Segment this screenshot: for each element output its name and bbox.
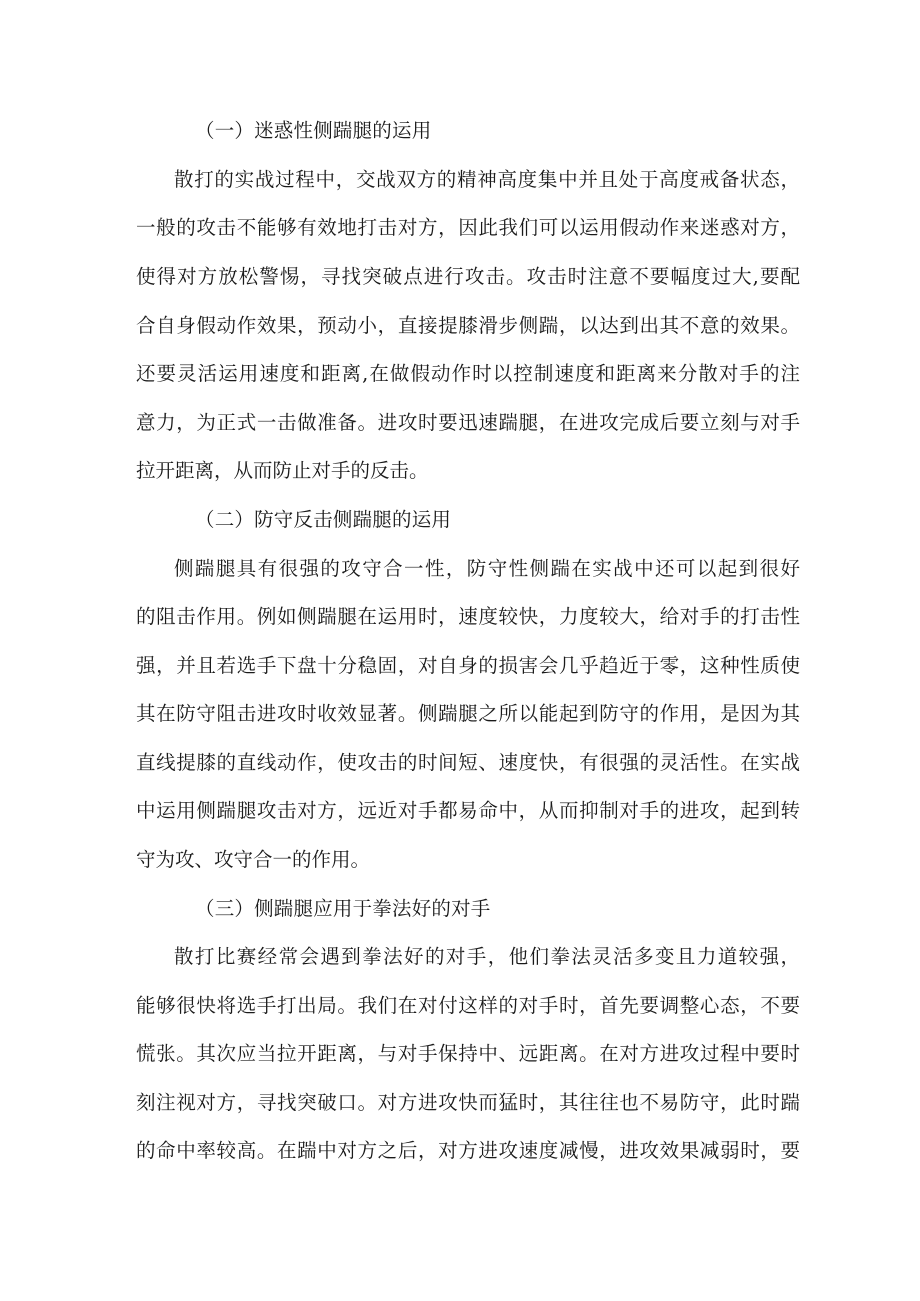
section-1-heading: （一）迷惑性侧踹腿的运用 xyxy=(195,119,432,142)
section-1-line-3: 使得对方放松警惕，寻找突破点进行攻击。攻击时注意不要幅度过大,要配 xyxy=(136,265,800,288)
section-1-line-7: 拉开距离，从而防止对手的反击。 xyxy=(136,459,429,482)
section-2-line-4: 其在防守阻击进攻时收效显著。侧踹腿之所以能起到防守的作用，是因为其 xyxy=(136,702,800,725)
section-3-line-4: 刻注视对方，寻找突破口。对方进攻快而猛时，其往往也不易防守，此时踹 xyxy=(136,1091,800,1114)
section-3-line-3: 慌张。其次应当拉开距离，与对手保持中、远距离。在对方进攻过程中要时 xyxy=(136,1042,800,1065)
section-2-line-3: 强，并且若选手下盘十分稳固，对自身的损害会几乎趋近于零，这种性质使 xyxy=(136,654,800,677)
section-2-heading: （二）防守反击侧踹腿的运用 xyxy=(195,508,452,531)
section-2-line-7: 守为攻、攻守合一的作用。 xyxy=(136,848,371,871)
section-3-line-2: 能够很快将选手打出局。我们在对付这样的对手时，首先要调整心态，不要 xyxy=(136,994,800,1017)
section-3-heading: （三）侧踹腿应用于拳法好的对手 xyxy=(195,897,491,920)
section-1-line-1: 散打的实战过程中，交战双方的精神高度集中并且处于高度戒备状态， xyxy=(174,168,800,191)
section-3-line-5: 的命中率较高。在踹中对方之后，对方进攻速度减慢，进攻效果减弱时，要 xyxy=(136,1139,800,1162)
section-2-line-6: 中运用侧踹腿攻击对方，远近对手都易命中，从而抑制对手的进攻，起到转 xyxy=(136,799,800,822)
section-1-line-5: 还要灵活运用速度和距离,在做假动作时以控制速度和距离来分散对手的注 xyxy=(136,362,800,385)
section-2-line-2: 的阻击作用。例如侧踹腿在运用时，速度较快，力度较大，给对手的打击性 xyxy=(136,605,800,628)
section-1-line-6: 意力，为正式一击做准备。进攻时要迅速踹腿，在进攻完成后要立刻与对手 xyxy=(136,411,800,434)
section-2-line-1: 侧踹腿具有很强的攻守合一性，防守性侧踹在实战中还可以起到很好 xyxy=(174,557,800,580)
section-2-line-5: 直线提膝的直线动作，使攻击的时间短、速度快，有很强的灵活性。在实战 xyxy=(136,751,800,774)
section-1-line-2: 一般的攻击不能够有效地打击对方，因此我们可以运用假动作来迷惑对方， xyxy=(136,216,800,239)
section-1-line-4: 合自身假动作效果，预动小，直接提膝滑步侧踹，以达到出其不意的效果。 xyxy=(136,314,800,337)
section-3-line-1: 散打比赛经常会遇到拳法好的对手，他们拳法灵活多变且力道较强， xyxy=(174,945,800,968)
